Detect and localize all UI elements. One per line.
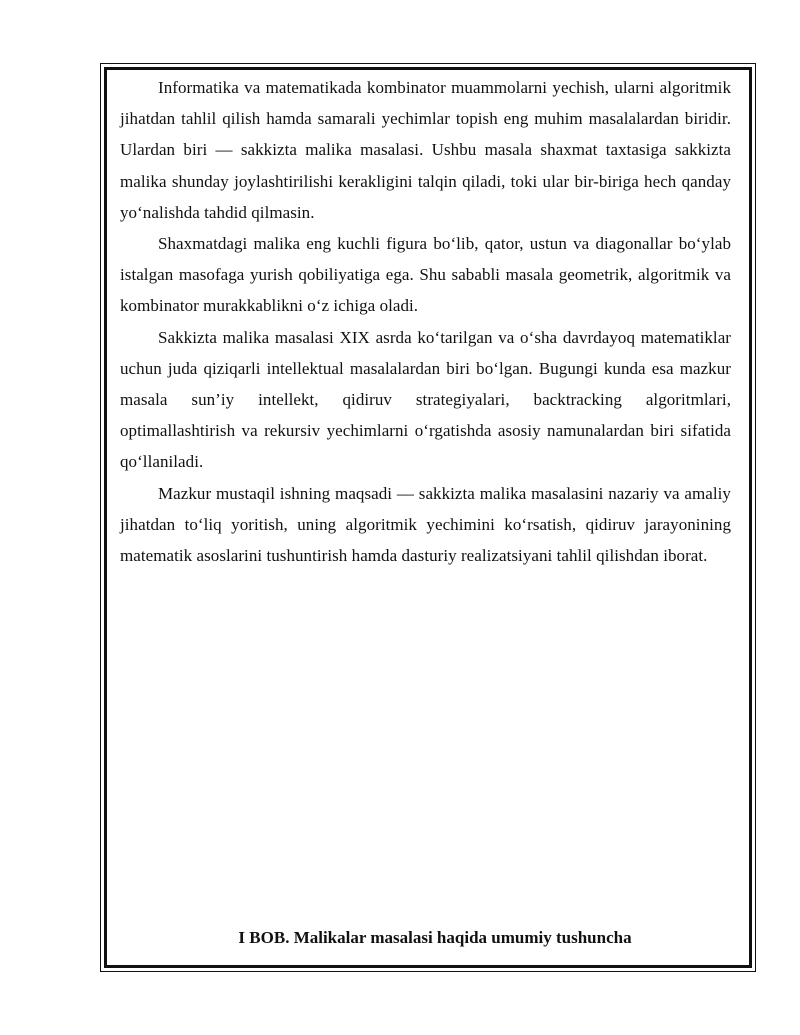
paragraph-intro: Informatika va matematikada kombinator muammolarni yechish, ularni algoritmik jihatdan tahlil qilish hamda samarali yechimlar topish eng muhim masalalardan biridir. Ulardan biri — sakkizta malika masalasi. Ushbu masala shaxmat taxtasiga sakkizta malika shunday joylashtirilishi kerakligini talqin qiladi, toki ular bir-biriga hech qanday yo‘nalishda tahdid qilmasin. (120, 78, 731, 222)
chapter-heading: I BOB. Malikalar masalasi haqida umumiy tushuncha (238, 928, 632, 947)
document-body (120, 72, 731, 571)
paragraph-goal: Mazkur mustaqil ishning maqsadi — sakkizta malika masalasini nazariy va amaliy jihatdan to‘liq yoritish, uning algoritmik yechimini ko‘rsatish, qidiruv jarayonining matematik asoslarini tushuntirish hamda dasturiy realizatsiyani tahlil qilishdan iborat. (120, 483, 731, 566)
paragraph-history: Sakkizta malika masalasi XIX asrda ko‘tarilgan va o‘sha davrdayoq matematiklar uchun juda qiziqarli intellektual masalalardan biri bo‘lgan. Bugungi kunda esa mazkur masala sun’iy intellekt, qidiruv strategiyalari, backtracking algoritmlari, optimallashtirish va rekursiv yechimlarni o‘rgatishda asosiy namunalardan biri sifatida qo‘llaniladi. (120, 327, 731, 472)
paragraph-queen-piece: Shaxmatdagi malika eng kuchli figura bo‘lib, qator, ustun va diagonallar bo‘ylab istalgan masofaga yurish qobiliyatiga ega. Shu sababli masala geometrik, algoritmik va kombinator murakkablikni o‘z ichiga oladi. (120, 234, 731, 316)
